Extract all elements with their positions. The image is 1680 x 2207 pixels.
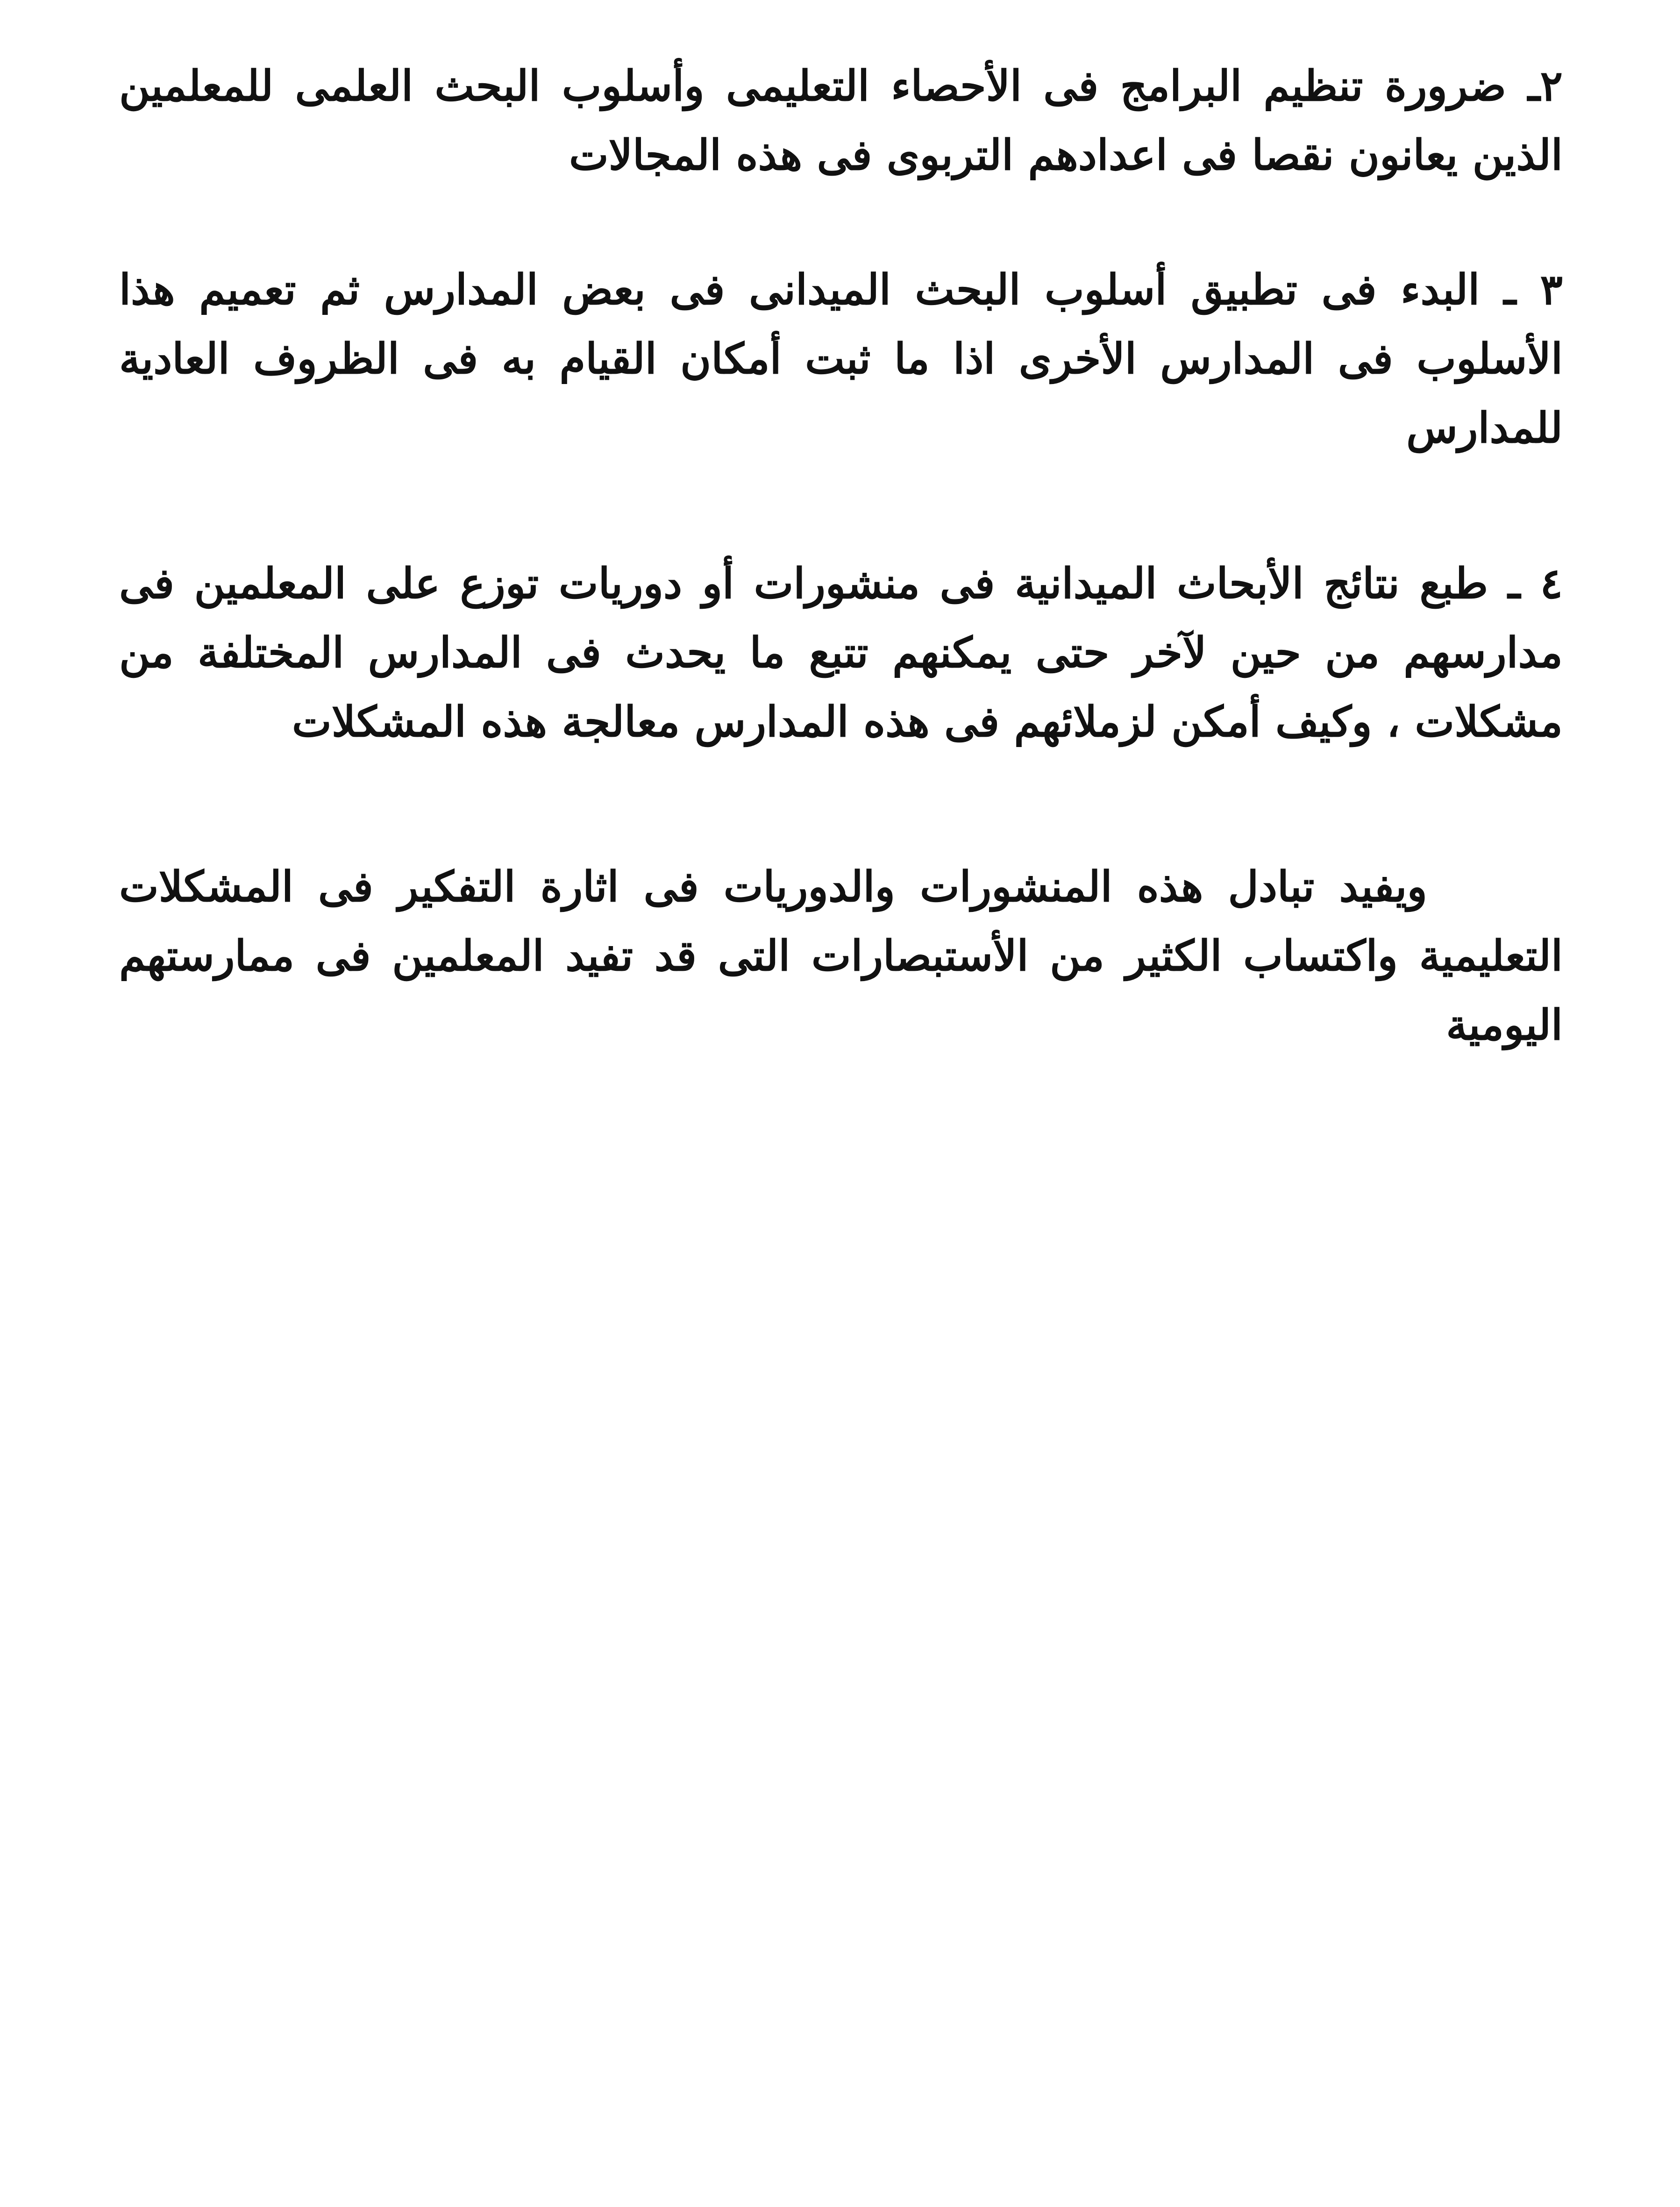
paragraph-item-3: ٣ ـ البدء فى تطبيق أسلوب البحث الميدانى فى بعض المدارس ثم تعميم هذا الأسلوب فى المدارس الأخرى اذا ما ثبت أمكان القيام به فى الظروف العادية للمدارس <box>119 265 1563 453</box>
document-body <box>119 51 1563 1060</box>
closing-paragraph: ويفيد تبادل هذه المنشورات والدوريات فى اثارة التفكير فى المشكلات التعليمية واكتساب الكثير من الأستبصارات التى قد تفيد المعلمين فى ممارستهم اليومية <box>119 862 1563 1050</box>
paragraph-item-4: ٤ ـ طبع نتائج الأبحاث الميدانية فى منشورات أو دوريات توزع على المعلمين فى مدارسهم من حين لآخر حتى يمكنهم تتبع ما يحدث فى المدارس المختلفة من مشكلات ، وكيف أمكن لزملائهم فى هذه المدارس معالجة هذه المشكلات <box>119 559 1563 747</box>
paragraph-item-2: ٢ـ ضرورة تنظيم البرامج فى الأحصاء التعليمى وأسلوب البحث العلمى للمعلمين الذين يعانون نقصا فى اعدادهم التربوى فى هذه المجالات <box>119 61 1563 180</box>
